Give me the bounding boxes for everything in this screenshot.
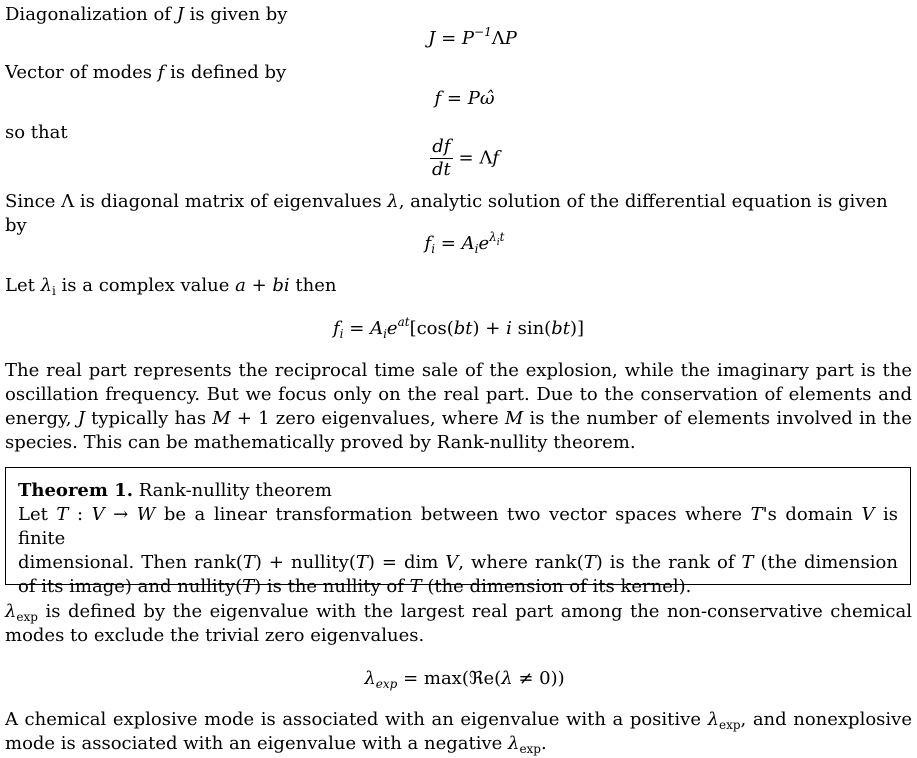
theorem-line-2: dimensional. Then rank(T) + nullity(T) = dim V, where rank(T) is the rank of T (the dimension xyxy=(18,552,898,573)
paragraph-so-that: so that xyxy=(5,122,68,143)
paragraph-diagonalization: Diagonalization of J is given by xyxy=(5,4,288,25)
paragraph-lambda-exp-definition: $\lambda_{exp}$ is defined by the eigenvalue with the largest real part among the non-conservative chemical modes to exclude the trivial zero eigenvalues. xyxy=(5,601,912,646)
equation-lambda-exp: $\lambda_{exp}$ = max(ℜe(λ ≠ 0)) xyxy=(364,668,565,691)
equation-solution: $f_i = A_ie^{\lambda_it}$ xyxy=(424,230,505,256)
equation-euler: $f_i = A_ie^{at}[\cos(bt) + i$ sin(bt)] xyxy=(333,315,584,341)
paragraph-let-lambda: Let $\lambda_i$ is a complex value a + bi then xyxy=(5,275,337,298)
paragraph-real-part: The real part represents the reciprocal time sale of the explosion, while the imaginary part is the oscillation frequency. But we focus only on the real part. Due to the conservation of elements and energy, J typically has M + 1 zero eigenvalues, where M is the number of elements involved in the species. This can be mathematically proved by Rank-nullity theorem. xyxy=(5,360,912,453)
theorem-box xyxy=(5,467,911,597)
paragraph-lambda-diagonal: Since Λ is diagonal matrix of eigenvalues λ, analytic solution of the differential equation is given by xyxy=(5,191,888,236)
paragraph-modes: Vector of modes f is defined by xyxy=(5,62,287,83)
theorem-line-3: of its image) and nullity(T) is the nullity of T (the dimension of its kernel). xyxy=(18,576,692,597)
equation-modes: f = Pω̂ xyxy=(434,88,495,109)
equation-ode: $\frac{df}{dt}$ = Λf xyxy=(432,136,499,180)
theorem-label: Theorem 1. xyxy=(18,480,133,501)
paragraph-explosive-mode: A chemical explosive mode is associated with an eigenvalue with a positive $\lambda_{exp}$, and nonexplosive mode is associated with an eigenvalue with a negative $\lambda_{exp}$. xyxy=(5,709,912,756)
theorem-line-1: Let T : V → W be a linear transformation between two vector spaces where T's domain V is finite xyxy=(18,504,898,549)
theorem-title: Rank-nullity theorem xyxy=(138,480,332,501)
equation-diagonalization: $J = P^{-1}\Lambda P$ xyxy=(428,25,517,49)
theorem-heading xyxy=(18,479,898,503)
